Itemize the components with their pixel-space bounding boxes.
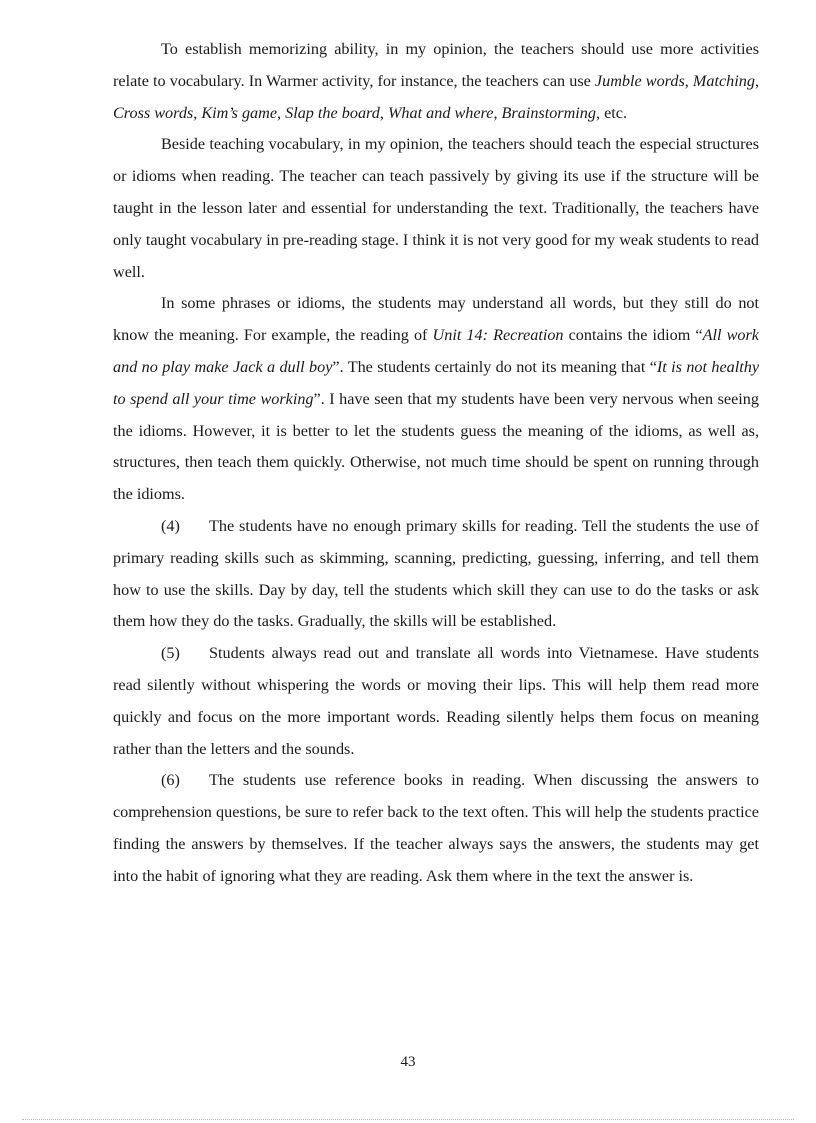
- text-run: In some phrases or idioms, the students may understand all words, but they still do not know the meaning. For example, the reading of: [113, 294, 759, 345]
- text-run: , etc.: [596, 103, 628, 122]
- item-number: (4): [161, 516, 180, 535]
- italic-term: Unit 14: Recreation: [432, 326, 564, 345]
- page-bottom-rule: [22, 1119, 794, 1120]
- italic-term: Matching: [692, 71, 755, 90]
- page-body: [113, 34, 759, 893]
- paragraph: [113, 288, 759, 511]
- page-number: 43: [400, 1054, 416, 1070]
- text-run: ”. I have seen that my students have been very nervous when seeing the idioms. However, it is better to let the students guess the meaning of the idioms, as well as, structures, then teach them quickly. Otherwise, not much time should be spent on running through the idioms.: [113, 389, 759, 504]
- italic-term: All work and no play make Jack a dull boy: [113, 326, 759, 376]
- text-run: Students always read out and translate all words into Vietnamese. Have students read silently without whispering the words or moving their lips. This will help them read more quickly and focus on the more important words. Reading silently helps them focus on meaning rather than the letters and the sounds.: [113, 644, 759, 758]
- text-run: ”. The students certainly do not its meaning that “: [332, 357, 657, 376]
- text-run: ,: [493, 103, 502, 122]
- text-run: The students use reference books in reading. When discussing the answers to comprehension questions, be sure to refer back to the text often. This will help the students practice finding the answers by themselves. If the teacher always says the answers, the students may get into the habit of ignoring what they are reading. Ask them where in the text the answer is.: [113, 771, 759, 885]
- text-run: To establish memorizing ability, in my opinion, the teachers should use more activities relate to vocabulary. In Warmer activity, for instance, the teachers can use: [113, 40, 759, 90]
- paragraph: [113, 511, 759, 638]
- italic-term: It is not healthy to spend all your time working: [113, 357, 760, 408]
- text-run: ,: [193, 103, 202, 122]
- text-run: ,: [754, 71, 760, 90]
- italic-term: Kim’s game: [201, 103, 278, 122]
- text-run: ,: [379, 103, 388, 122]
- italic-term: Jumble words: [594, 71, 685, 90]
- italic-term: What and where: [387, 103, 494, 122]
- text-run: ,: [684, 71, 693, 90]
- paragraph: [113, 765, 759, 892]
- text-run: The students have no enough primary skills for reading. Tell the students the use of primary reading skills such as skimming, scanning, predicting, guessing, inferring, and tell them how to use the skills. Day by day, tell the students which skill they can use to do the tasks or ask them how they do the tasks. Gradually, the skills will be established.: [113, 516, 759, 631]
- text-run: contains the idiom “: [563, 326, 703, 345]
- text-run: Beside teaching vocabulary, in my opinion, the teachers should teach the especial structures or idioms when reading. The teacher can teach passively by giving its use if the structure will be taught in the lesson later and essential for understanding the text. Traditionally, the teachers have only taught vocabulary in pre-reading stage. I think it is not very good for my weak students to read well.: [113, 135, 759, 281]
- paragraph: [113, 129, 759, 288]
- paragraph: [113, 638, 759, 765]
- italic-term: Cross words: [113, 103, 194, 122]
- text-run: ,: [277, 103, 286, 122]
- italic-term: Slap the board: [285, 103, 380, 122]
- italic-term: Brainstorming: [501, 103, 596, 122]
- item-number: (6): [161, 771, 180, 790]
- paragraph: [113, 34, 759, 129]
- item-number: (5): [161, 644, 180, 663]
